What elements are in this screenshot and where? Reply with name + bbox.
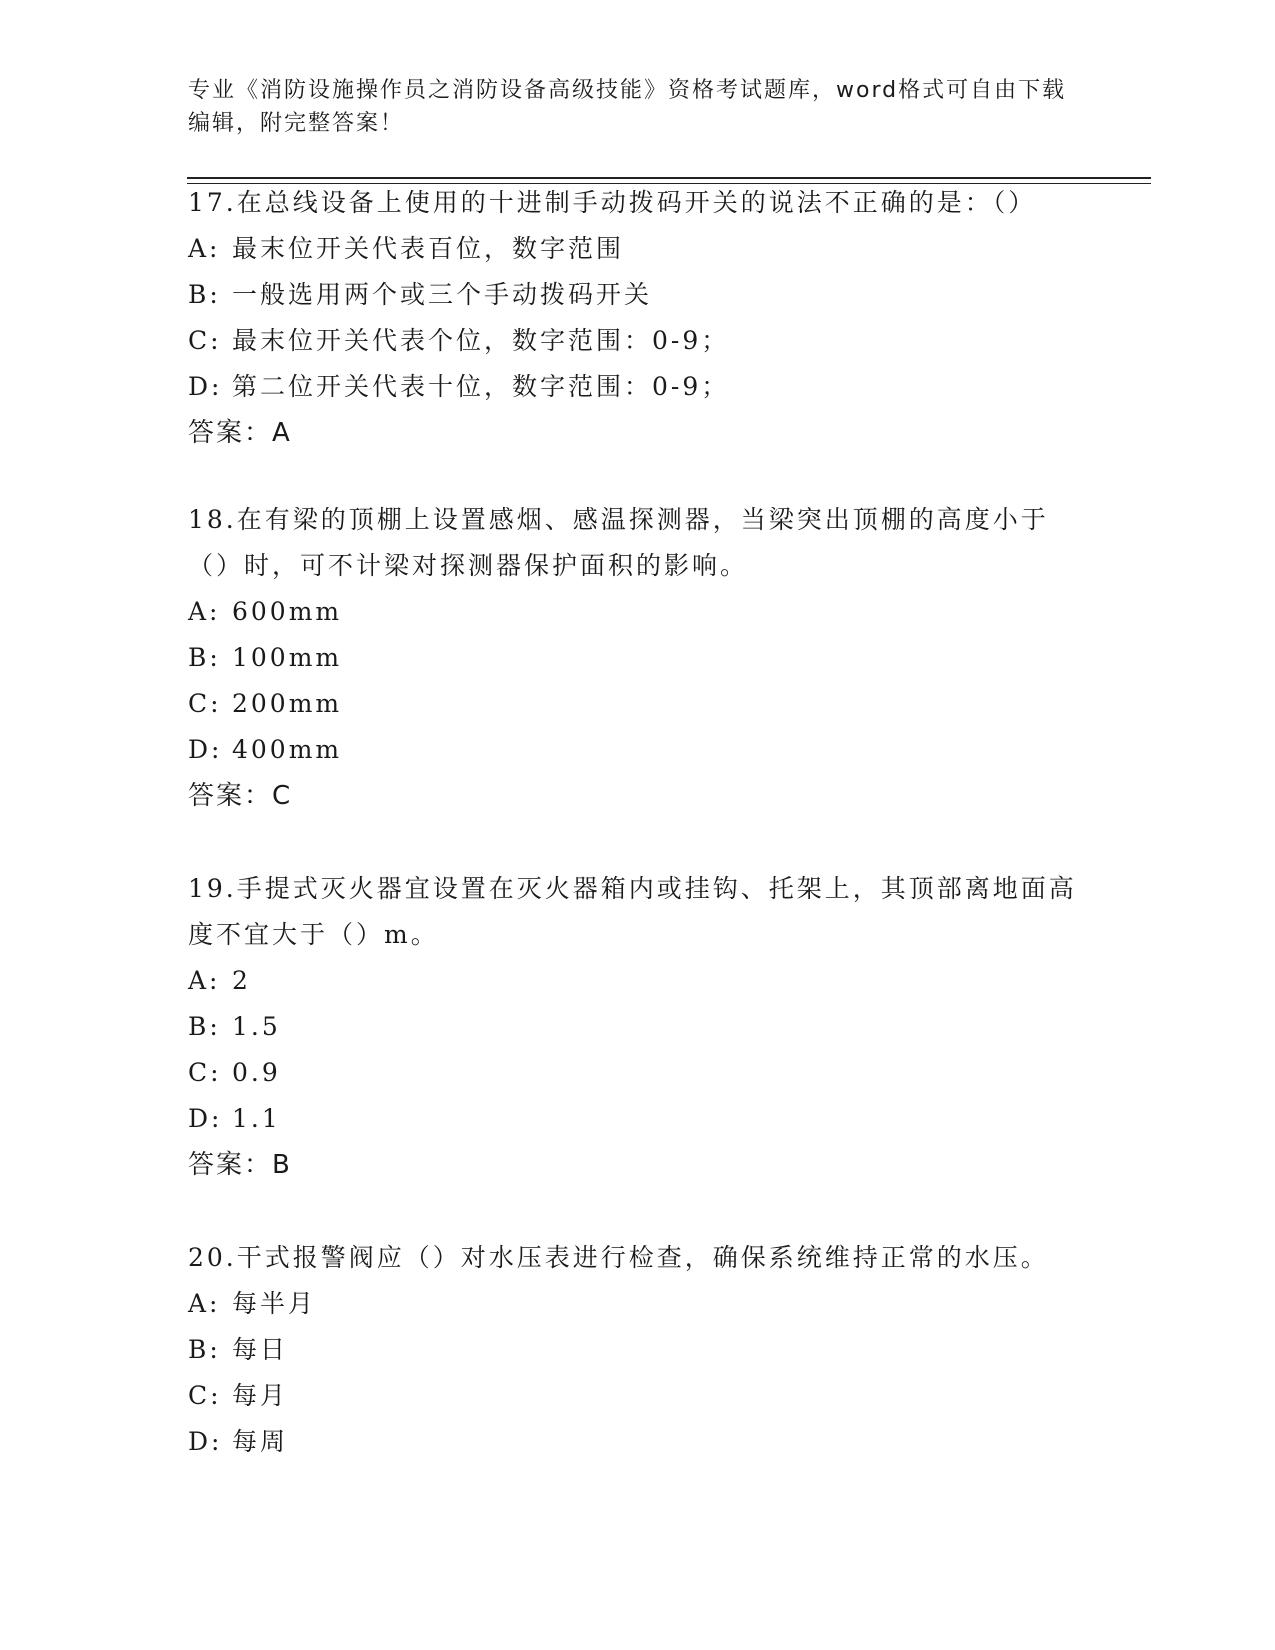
option-text: 每日 <box>232 1335 289 1364</box>
question-stem: 19.手提式灭火器宜设置在灭火器箱内或挂钩、托架上，其顶部离地面高度不宜大于（）m。 <box>188 874 1077 949</box>
option-d <box>188 1096 1088 1142</box>
option-c <box>188 318 1088 364</box>
answer-label: 答案：B <box>188 1150 292 1180</box>
option-letter: A: <box>188 234 221 263</box>
question-stem: 18.在有梁的顶棚上设置感烟、感温探测器，当梁突出顶棚的高度小于（）时，可不计梁对探测器保护面积的影响。 <box>188 505 1049 580</box>
answer-label: 答案：C <box>188 781 293 811</box>
question-18 <box>188 497 1088 819</box>
option-text: 2 <box>232 966 251 995</box>
option-text: 每半月 <box>232 1289 317 1318</box>
option-b <box>188 272 1088 318</box>
option-c <box>188 1373 1088 1419</box>
question-19 <box>188 866 1088 1188</box>
question-stem: 17.在总线设备上使用的十进制手动拨码开关的说法不正确的是：（） <box>188 188 1037 217</box>
option-text: 600mm <box>232 597 343 626</box>
option-letter: B: <box>188 1335 221 1364</box>
option-text: 最末位开关代表百位，数字范围 <box>232 234 625 263</box>
option-letter: C: <box>188 1381 222 1410</box>
option-letter: D: <box>188 735 223 764</box>
question-20 <box>188 1235 1088 1465</box>
option-a <box>188 958 1088 1004</box>
option-text: 最末位开关代表个位，数字范围：0-9； <box>232 326 730 355</box>
option-d <box>188 727 1088 773</box>
option-a <box>188 1281 1088 1327</box>
option-text: 200mm <box>232 689 343 718</box>
option-text: 每月 <box>232 1381 289 1410</box>
option-b <box>188 1327 1088 1373</box>
document-header: 专业《消防设施操作员之消防设备高级技能》资格考试题库，word格式可自由下载编辑，附完整答案！ <box>188 78 1067 136</box>
option-letter: B: <box>188 1012 221 1041</box>
option-letter: C: <box>188 326 222 355</box>
option-letter: A: <box>188 597 221 626</box>
option-d <box>188 1419 1088 1465</box>
option-letter: A: <box>188 966 221 995</box>
option-text: 1.5 <box>232 1012 281 1041</box>
option-a <box>188 589 1088 635</box>
option-letter: C: <box>188 689 222 718</box>
option-letter: D: <box>188 1427 223 1456</box>
answer-label: 答案：A <box>188 418 292 448</box>
option-text: 100mm <box>232 643 343 672</box>
option-text: 400mm <box>232 735 343 764</box>
option-text: 1.1 <box>232 1104 281 1133</box>
option-text: 第二位开关代表十位，数字范围：0-9； <box>232 372 730 401</box>
option-letter: C: <box>188 1058 222 1087</box>
option-text: 0.9 <box>232 1058 281 1087</box>
option-letter: D: <box>188 1104 223 1133</box>
option-letter: A: <box>188 1289 221 1318</box>
option-b <box>188 635 1088 681</box>
option-text: 每周 <box>232 1427 289 1456</box>
option-letter: D: <box>188 372 223 401</box>
option-letter: B: <box>188 643 221 672</box>
option-text: 一般选用两个或三个手动拨码开关 <box>232 280 653 309</box>
question-17 <box>188 180 1088 456</box>
option-letter: B: <box>188 280 221 309</box>
option-b <box>188 1004 1088 1050</box>
question-stem: 20.干式报警阀应（）对水压表进行检查，确保系统维持正常的水压。 <box>188 1243 1049 1272</box>
option-a <box>188 226 1088 272</box>
option-d <box>188 364 1088 410</box>
option-c <box>188 1050 1088 1096</box>
option-c <box>188 681 1088 727</box>
header-divider-thick <box>187 177 1151 179</box>
